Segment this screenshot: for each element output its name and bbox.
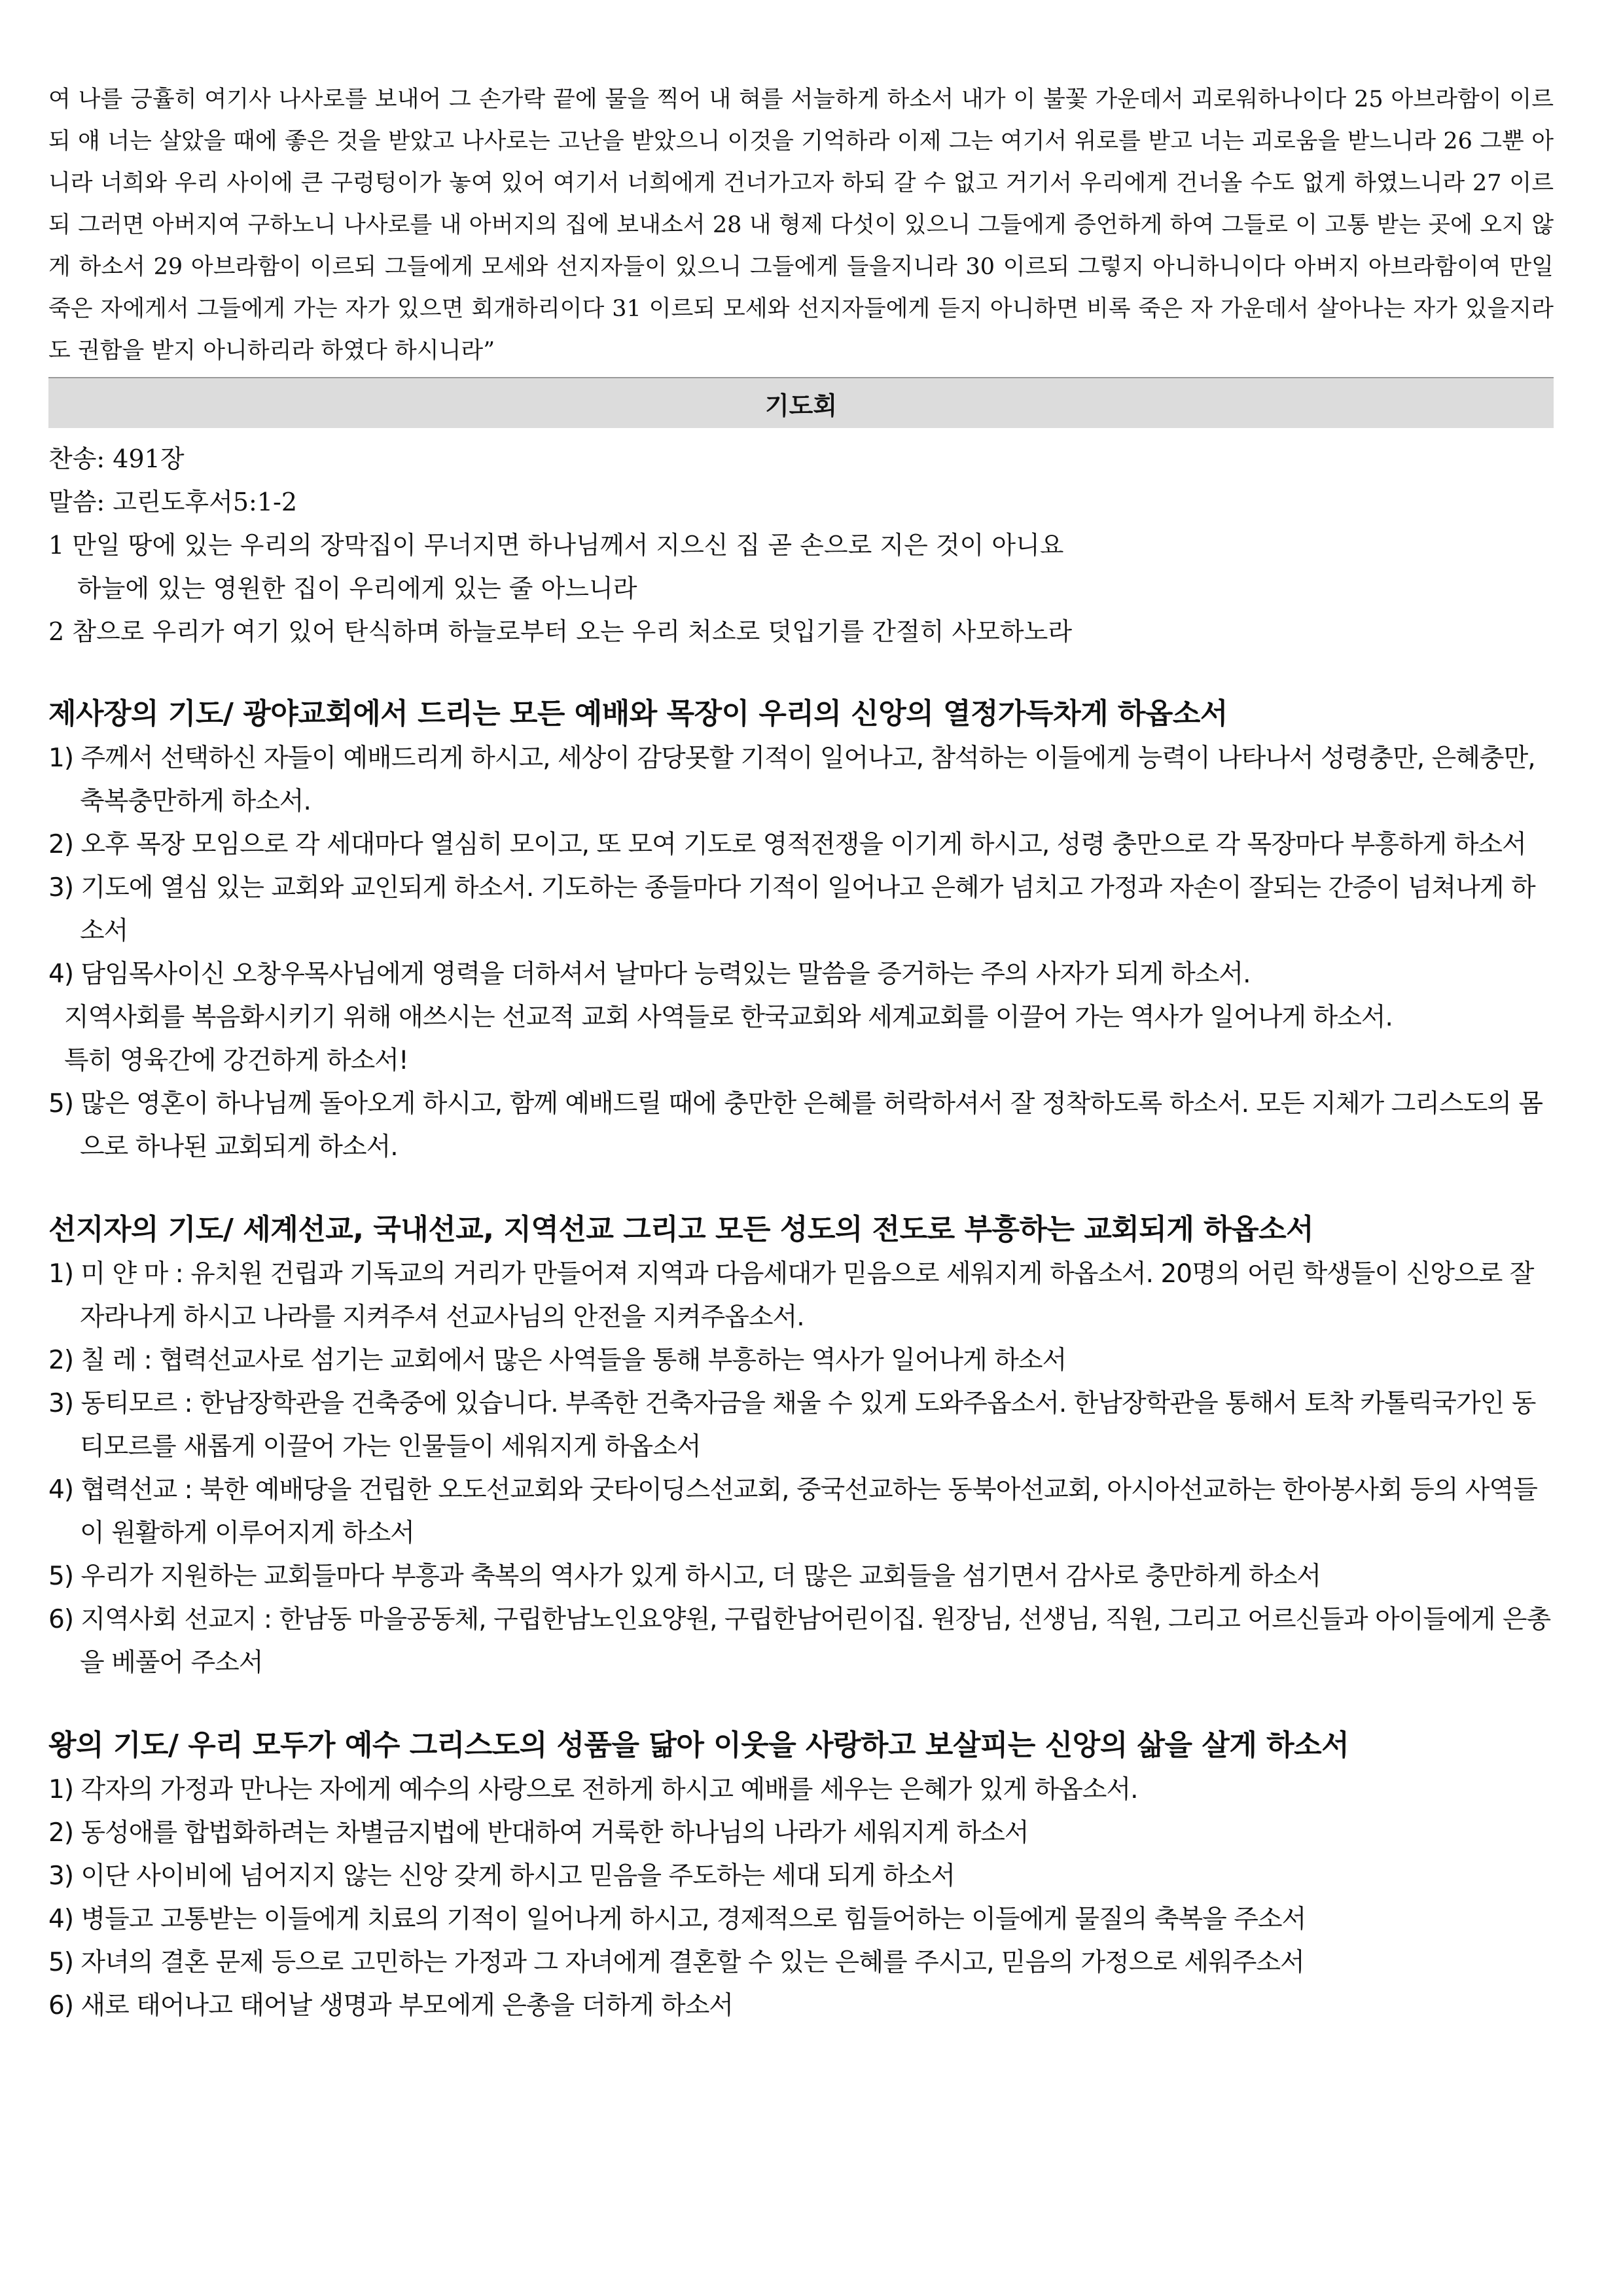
prayer-item [48,1083,1554,1169]
verse-line: 2 참으로 우리가 여기 있어 탄식하며 하늘로부터 오는 우리 처소로 덧입기를 간절히 사모하노라 [48,617,1073,646]
prayer-list [48,1768,1554,2028]
prayer-item-text: 2) 동성애를 합법화하려는 차별금지법에 반대하여 거룩한 하나님의 나라가 세워지게 하소서 [48,1818,1029,1848]
prayer-item-text: 6) 지역사회 선교지 : 한남동 마을공동체, 구립한남노인요양원, 구립한남어린이집. 원장님, 선생님, 직원, 그리고 어르신들과 아이들에게 은총을 베풀어 주소서 [48,1605,1551,1677]
priest-prayer-section [48,691,1554,1169]
prayer-item [48,1812,1554,1855]
prayer-item-text: 5) 많은 영혼이 하나님께 돌아오게 하시고, 함께 예배드릴 때에 충만한 은혜를 허락하셔서 잘 정착하도록 하소서. 모든 지체가 그리스도의 몸으로 하나된 교회되게 하소서. [48,1089,1543,1162]
service-info [48,437,1554,524]
prayer-item [48,737,1554,823]
prayer-item-text: 1) 주께서 선택하신 자들이 예배드리게 하시고, 세상이 감당못할 기적이 일어나고, 참석하는 이들에게 능력이 나타나서 성령충만, 은혜충만, 축복충만하게 하소서. [48,744,1535,816]
prayer-section-title: 선지자의 기도/ 세계선교, 국내선교, 지역선교 그리고 모든 성도의 전도로 부흥하는 교회되게 하옵소서 [48,1213,1314,1246]
prayer-item [48,1382,1554,1469]
prayer-item-text: 2) 칠 레 : 협력선교사로 섬기는 교회에서 많은 사역들을 통해 부흥하는 역사가 일어나게 하소서 [48,1346,1067,1375]
prayer-item-text: 2) 오후 목장 모임으로 각 세대마다 열심히 모이고, 또 모여 기도로 영적전쟁을 이기게 하시고, 성령 충만으로 각 목장마다 부흥하게 하소서 [48,830,1526,859]
prayer-item-text: 3) 이단 사이비에 넘어지지 않는 신앙 갖게 하시고 믿음을 주도하는 세대 되게 하소서 [48,1861,955,1891]
prayer-item [48,823,1554,867]
bulletin-page [48,79,1554,2028]
section-header-prayer-meeting [48,377,1554,428]
prayer-section-title: 왕의 기도/ 우리 모두가 예수 그리스도의 성품을 닮아 이웃을 사랑하고 보살피는 신앙의 삶을 살게 하소서 [48,1729,1349,1762]
verse-line-continued: 하늘에 있는 영원한 집이 우리에게 있는 줄 아느니라 [77,574,637,603]
prayer-item [48,867,1554,953]
prayer-item-subline: 특히 영육간에 강건하게 하소서! [64,1046,408,1075]
prayer-item-text: 3) 동티모르 : 한남장학관을 건축중에 있습니다. 부족한 건축자금을 채울 수 있게 도와주옵소서. 한남장학관을 통해서 토착 카톨릭국가인 동티모르를 새롭게 이끌어 가는 인물들이 세워지게 하옵소서 [48,1389,1536,1462]
verse-line: 1 만일 땅에 있는 우리의 장막집이 무너지면 하나님께서 지으신 집 곧 손으로 지은 것이 아니요 [48,531,1064,560]
prayer-list [48,737,1554,1169]
prayer-item-text: 3) 기도에 열심 있는 교회와 교인되게 하소서. 기도하는 종들마다 기적이 일어나고 은혜가 넘치고 가정과 자손이 잘되는 간증이 넘쳐나게 하소서 [48,873,1535,946]
prayer-list [48,1253,1554,1685]
prayer-item [48,1768,1554,1812]
prayer-section-title: 제사장의 기도/ 광야교회에서 드리는 모든 예배와 목장이 우리의 신앙의 열정가득차게 하옵소서 [48,697,1228,730]
verse-list [48,524,1554,653]
verse-item [48,610,1554,653]
prayer-item [48,1253,1554,1339]
prayer-item [48,1339,1554,1382]
prayer-item-text: 4) 병들고 고통받는 이들에게 치료의 기적이 일어나게 하시고, 경제적으로 힘들어하는 이들에게 물질의 축복을 주소서 [48,1905,1306,1934]
prayer-item-text: 5) 우리가 지원하는 교회들마다 부흥과 축복의 역사가 있게 하시고, 더 많은 교회들을 섬기면서 감사로 충만하게 하소서 [48,1562,1321,1591]
prayer-item [48,1598,1554,1685]
prayer-item-text: 4) 협력선교 : 북한 예배당을 건립한 오도선교회와 굿타이딩스선교회, 중국선교하는 동북아선교회, 아시아선교하는 한아봉사회 등의 사역들이 원활하게 이루어지게 하소서 [48,1475,1537,1548]
prayer-item-text: 5) 자녀의 결혼 문제 등으로 고민하는 가정과 그 자녀에게 결혼할 수 있는 은혜를 주시고, 믿음의 가정으로 세워주소서 [48,1948,1304,1977]
prophet-prayer-section [48,1207,1554,1685]
verse-item [48,524,1554,610]
section-header-label: 기도회 [764,391,838,420]
hymn-number: 찬송: 491장 [48,444,185,473]
prayer-item [48,1469,1554,1555]
prayer-item-text: 1) 각자의 가정과 만나는 자에게 예수의 사랑으로 전하게 하시고 예배를 세우는 은혜가 있게 하옵소서. [48,1775,1138,1804]
scripture-reference: 말씀: 고린도후서5:1-2 [48,488,298,516]
prayer-item [48,1555,1554,1598]
scripture-passage: 여 나를 긍휼히 여기사 나사로를 보내어 그 손가락 끝에 물을 찍어 내 혀를 서늘하게 하소서 내가 이 불꽃 가운데서 괴로워하나이다 25 아브라함이 이르되 얘 너는 살았을 때에 좋은 것을 받았고 나사로는 고난을 받았으니 이것을 기억하라 이제 그는 여기서 위로를 받고 너는 괴로움을 받느니라 26 그뿐 아니라 너희와 우리 사이에 큰 구렁텅이가 놓여 있어 여기서 너희에게 건너가고자 하되 갈 수 없고 거기서 우리에게 건너올 수도 없게 하였느니라 27 이르되 그러면 아버지여 구하노니 나사로를 내 아버지의 집에 보내소서 28 내 형제 다섯이 있으니 그들에게 증언하게 하여 그들로 이 고통 받는 곳에 오지 않게 하소서 29 아브라함이 이르되 그들에게 모세와 선지자들이 있으니 그들에게 들을지니라 30 이르되 그렇지 아니하니이다 아버지 아브라함이여 만일 죽은 자에게서 그들에게 가는 자가 있으면 회개하리이다 31 이르되 모세와 선지자들에게 듣지 아니하면 비록 죽은 자 가운데서 살아나는 자가 있을지라도 권함을 받지 아니하리라 하였다 하시니라” [48,86,1554,364]
king-prayer-section [48,1723,1554,2028]
prayer-item-text: 1) 미 얀 마 : 유치원 건립과 기독교의 거리가 만들어져 지역과 다음세대가 믿음으로 세워지게 하옵소서. 20명의 어린 학생들이 신앙으로 잘 자라나게 하시고 나라를 지켜주셔 선교사님의 안전을 지켜주옵소서. [48,1259,1534,1332]
prayer-item [48,1855,1554,1898]
prayer-item [48,1984,1554,2028]
prayer-item [48,1898,1554,1941]
prayer-item-subline: 지역사회를 복음화시키기 위해 애쓰시는 선교적 교회 사역들로 한국교회와 세계교회를 이끌어 가는 역사가 일어나게 하소서. [64,1003,1393,1032]
prayer-item [48,1941,1554,1984]
prayer-item-text: 4) 담임목사이신 오창우목사님에게 영력을 더하셔서 날마다 능력있는 말씀을 증거하는 주의 사자가 되게 하소서. [48,960,1251,989]
prayer-item [48,953,1554,1083]
prayer-sections [48,691,1554,2028]
prayer-item-text: 6) 새로 태어나고 태어날 생명과 부모에게 은총을 더하게 하소서 [48,1991,734,2020]
